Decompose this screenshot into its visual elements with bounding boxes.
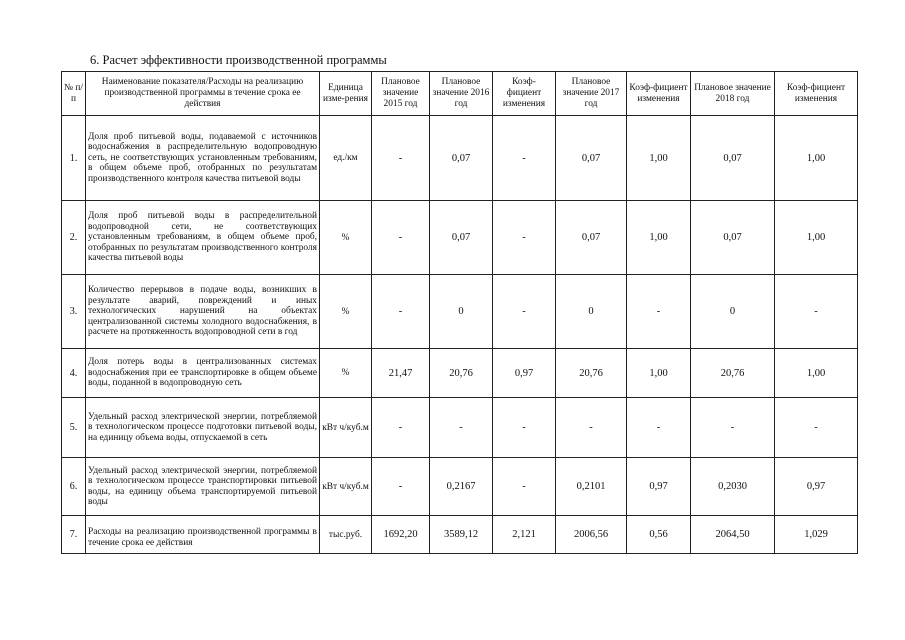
value-coef-2017: 1,00	[627, 349, 691, 398]
value-coef-2018: 1,029	[775, 516, 858, 554]
value-plan-2018: 20,76	[691, 349, 775, 398]
table-row	[62, 349, 858, 398]
value-plan-2016: 20,76	[430, 349, 493, 398]
value-plan-2018: 2064,50	[691, 516, 775, 554]
value-plan-2018: 0,2030	[691, 458, 775, 516]
value-plan-2018: 0	[691, 275, 775, 349]
value-coef-2018: 1,00	[775, 116, 858, 201]
value-coef-2018: 1,00	[775, 201, 858, 275]
value-coef-2017: 1,00	[627, 116, 691, 201]
value-plan-2015: -	[372, 398, 430, 458]
unit-cell: кВт ч/куб.м	[320, 458, 372, 516]
table-row	[62, 398, 858, 458]
value-coef-2017: -	[627, 398, 691, 458]
value-plan-2018: -	[691, 398, 775, 458]
value-plan-2015: -	[372, 275, 430, 349]
value-coef-2017: 0,97	[627, 458, 691, 516]
row-number: 2.	[62, 201, 86, 275]
indicator-name: Доля проб питьевой воды, подаваемой с источников водоснабжения в распределительную водопроводную сеть, не соответствующих установленным требованиям, в общем объеме проб, отобранных по результатам производственного контроля качества питьевой воды	[86, 116, 320, 201]
value-plan-2016: 0,07	[430, 116, 493, 201]
header-cell-coef-2017: Коэф-фициент изменения	[627, 72, 691, 116]
header-cell-plan-2017: Плановое значение 2017 год	[556, 72, 627, 116]
unit-cell: %	[320, 201, 372, 275]
value-plan-2018: 0,07	[691, 201, 775, 275]
header-cell-unit: Единица изме-рения	[320, 72, 372, 116]
value-plan-2016: 0,07	[430, 201, 493, 275]
indicator-name: Доля потерь воды в централизованных системах водоснабжения при ее транспортировке в общем объеме воды, поданной в водопроводную сеть	[86, 349, 320, 398]
table-header-row	[62, 72, 858, 116]
value-coef-2018: -	[775, 275, 858, 349]
unit-cell: %	[320, 275, 372, 349]
header-cell-coef-2018: Коэф-фициент изменения	[775, 72, 858, 116]
unit-cell: тыс.руб.	[320, 516, 372, 554]
value-plan-2017: 0,07	[556, 201, 627, 275]
row-number: 6.	[62, 458, 86, 516]
value-plan-2015: 21,47	[372, 349, 430, 398]
value-plan-2017: 20,76	[556, 349, 627, 398]
section-title: 6. Расчет эффективности производственной программы	[90, 53, 387, 67]
value-plan-2018: 0,07	[691, 116, 775, 201]
value-coef-2016: 0,97	[493, 349, 556, 398]
value-plan-2015: -	[372, 458, 430, 516]
value-coef-2016: -	[493, 458, 556, 516]
value-plan-2017: 0	[556, 275, 627, 349]
row-number: 5.	[62, 398, 86, 458]
row-number: 3.	[62, 275, 86, 349]
unit-cell: кВт ч/куб.м	[320, 398, 372, 458]
value-plan-2016: 0	[430, 275, 493, 349]
value-coef-2017: 1,00	[627, 201, 691, 275]
value-plan-2016: -	[430, 398, 493, 458]
header-cell-name: Наименование показателя/Расходы на реализацию производственной программы в течение срока ее действия	[86, 72, 320, 116]
value-plan-2017: -	[556, 398, 627, 458]
table-row	[62, 458, 858, 516]
value-coef-2016: -	[493, 398, 556, 458]
row-number: 4.	[62, 349, 86, 398]
efficiency-table	[61, 71, 858, 554]
unit-cell: %	[320, 349, 372, 398]
value-coef-2016: -	[493, 116, 556, 201]
value-coef-2018: -	[775, 398, 858, 458]
value-coef-2017: -	[627, 275, 691, 349]
value-plan-2016: 3589,12	[430, 516, 493, 554]
indicator-name: Доля проб питьевой воды в распределительной водопроводной сети, не соответствующих установленным требованиям, в общем объеме проб, отобранных по результатам производственного контроля качества питьевой воды	[86, 201, 320, 275]
row-number: 7.	[62, 516, 86, 554]
table-row	[62, 201, 858, 275]
unit-cell: ед./км	[320, 116, 372, 201]
value-plan-2017: 0,07	[556, 116, 627, 201]
value-coef-2016: -	[493, 201, 556, 275]
value-coef-2017: 0,56	[627, 516, 691, 554]
value-plan-2015: -	[372, 116, 430, 201]
header-cell-plan-2016: Плановое значение 2016 год	[430, 72, 493, 116]
value-coef-2018: 1,00	[775, 349, 858, 398]
table-row	[62, 116, 858, 201]
row-number: 1.	[62, 116, 86, 201]
value-plan-2017: 2006,56	[556, 516, 627, 554]
value-plan-2016: 0,2167	[430, 458, 493, 516]
value-plan-2015: 1692,20	[372, 516, 430, 554]
table-row	[62, 516, 858, 554]
indicator-name: Удельный расход электрической энергии, потребляемой в технологическом процессе транспортировки питьевой воды, на единицу объема транспортируемой питьевой воды	[86, 458, 320, 516]
header-cell-plan-2015: Плановое значение 2015 год	[372, 72, 430, 116]
header-cell-coef-2016: Коэф-фициент изменения	[493, 72, 556, 116]
indicator-name: Количество перерывов в подаче воды, возникших в результате аварий, повреждений и иных технологических нарушений на объектах централизованной системы холодного водоснабжения, в расчете на протяженность водопроводной сети в год	[86, 275, 320, 349]
value-coef-2018: 0,97	[775, 458, 858, 516]
indicator-name: Удельный расход электрической энергии, потребляемой в технологическом процессе подготовки питьевой воды, на единицу объема воды, отпускаемой в сеть	[86, 398, 320, 458]
indicator-name: Расходы на реализацию производственной программы в течение срока ее действия	[86, 516, 320, 554]
value-coef-2016: -	[493, 275, 556, 349]
header-cell-plan-2018: Плановое значение 2018 год	[691, 72, 775, 116]
value-plan-2017: 0,2101	[556, 458, 627, 516]
value-plan-2015: -	[372, 201, 430, 275]
header-cell-number: № п/п	[62, 72, 86, 116]
table-row	[62, 275, 858, 349]
value-coef-2016: 2,121	[493, 516, 556, 554]
